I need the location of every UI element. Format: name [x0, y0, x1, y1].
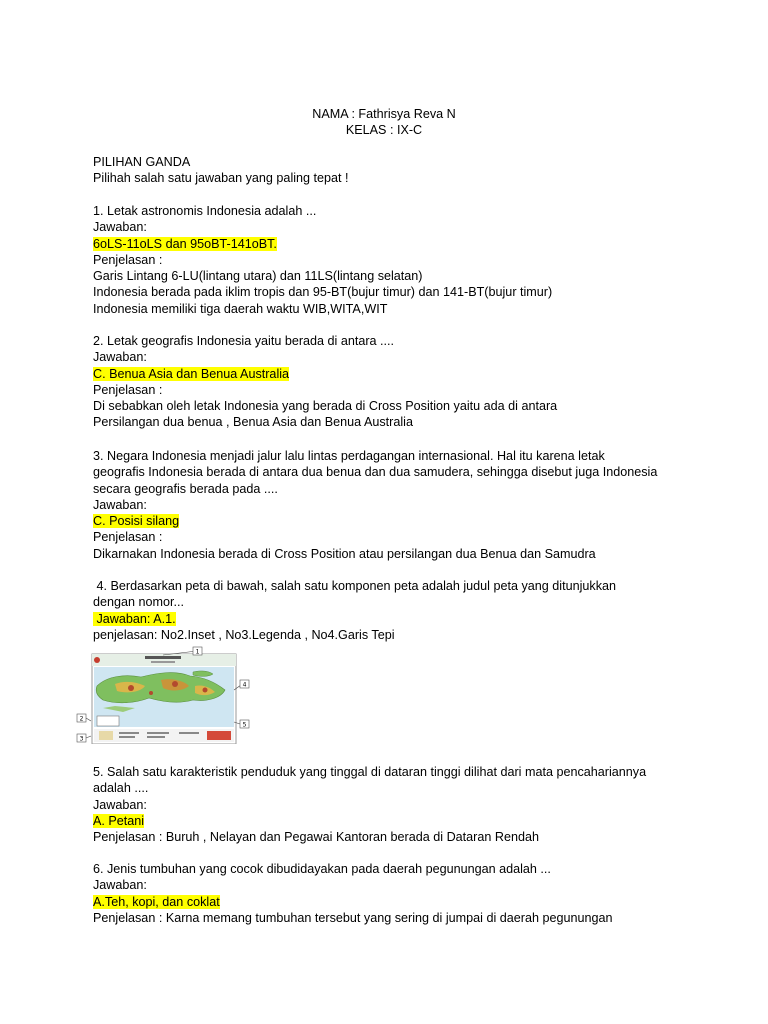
map-callout-4: 4 [242, 681, 247, 689]
student-name: NAMA : Fathrisya Reva N [312, 107, 456, 121]
map-callout-5: 5 [242, 721, 247, 729]
question-2 [93, 333, 693, 431]
question-3 [93, 448, 693, 562]
explanation-line: Indonesia memiliki tiga daerah waktu WIB,WITA,WIT [93, 301, 388, 316]
question-text: secara geografis berada pada .... [93, 481, 278, 496]
student-class: KELAS : IX-C [345, 123, 423, 137]
answer-highlight: A.Teh, kopi, dan coklat [93, 894, 220, 909]
explanation-line: Persilangan dua benua , Benua Asia dan Benua Australia [93, 415, 413, 430]
penjelasan-label: Penjelasan : [93, 530, 163, 545]
question-6 [93, 861, 693, 926]
section-heading [93, 154, 693, 187]
map-illustration [75, 646, 258, 744]
answer-highlight: A. Petani [93, 813, 145, 828]
explanation-line: Dikarnakan Indonesia berada di Cross Position atau persilangan dua Benua dan Samudra [93, 546, 596, 561]
question-text: 6. Jenis tumbuhan yang cocok dibudidayakan pada daerah pegunungan adalah ... [93, 862, 551, 876]
explanation-line: Penjelasan : Buruh , Nelayan dan Pegawai Kantoran berada di Dataran Rendah [93, 830, 539, 845]
explanation-line: Garis Lintang 6-LU(lintang utara) dan 11LS(lintang selatan) [93, 269, 423, 284]
map-callout-1: 1 [195, 648, 200, 656]
section-title: PILIHAN GANDA [93, 155, 191, 169]
question-text: 4. Berdasarkan peta di bawah, salah satu komponen peta adalah judul peta yang ditunjukkan [93, 579, 617, 593]
question-1 [93, 203, 693, 317]
answer-highlight: Jawaban: A.1. [93, 611, 176, 626]
question-4 [93, 578, 693, 643]
explanation-line: Penjelasan : Karna memang tumbuhan tersebut yang sering di jumpai di daerah pegunungan [93, 910, 613, 925]
explanation-line: penjelasan: No2.Inset , No3.Legenda , No4.Garis Tepi [93, 627, 395, 642]
question-text: 3. Negara Indonesia menjadi jalur lalu lintas perdagangan internasional. Hal itu karena letak [93, 449, 605, 463]
penjelasan-label: Penjelasan : [93, 382, 163, 397]
jawaban-label: Jawaban: [93, 878, 147, 893]
answer-highlight: C. Posisi silang [93, 514, 180, 529]
question-text: adalah .... [93, 781, 149, 796]
answer-highlight: C. Benua Asia dan Benua Australia [93, 366, 290, 381]
penjelasan-label: Penjelasan : [93, 252, 163, 267]
jawaban-label: Jawaban: [93, 497, 147, 512]
question-text: 1. Letak astronomis Indonesia adalah ... [93, 204, 317, 218]
question-text: 2. Letak geografis Indonesia yaitu berada di antara .... [93, 334, 395, 348]
question-text: dengan nomor... [93, 595, 185, 610]
section-instruction: Pilihah salah satu jawaban yang paling tepat ! [93, 171, 349, 186]
question-text: geografis Indonesia berada di antara dua benua dan dua samudera, sehingga disebut juga Indonesia [93, 465, 658, 480]
question-text: 5. Salah satu karakteristik penduduk yang tinggal di dataran tinggi dilihat dari mata pencahariannya [93, 765, 647, 779]
explanation-line: Indonesia berada pada iklim tropis dan 95-BT(bujur timur) dan 141-BT(bujur timur) [93, 285, 553, 300]
province-map-figure [75, 646, 258, 744]
map-callout-3: 3 [79, 735, 84, 743]
answer-highlight: 6oLS-11oLS dan 95oBT-141oBT. [93, 236, 277, 251]
question-5 [93, 764, 693, 845]
jawaban-label: Jawaban: [93, 350, 147, 365]
jawaban-label: Jawaban: [93, 220, 147, 235]
explanation-line: Di sebabkan oleh letak Indonesia yang berada di Cross Position yaitu ada di antara [93, 399, 558, 414]
jawaban-label: Jawaban: [93, 797, 147, 812]
map-callout-2: 2 [79, 715, 84, 723]
